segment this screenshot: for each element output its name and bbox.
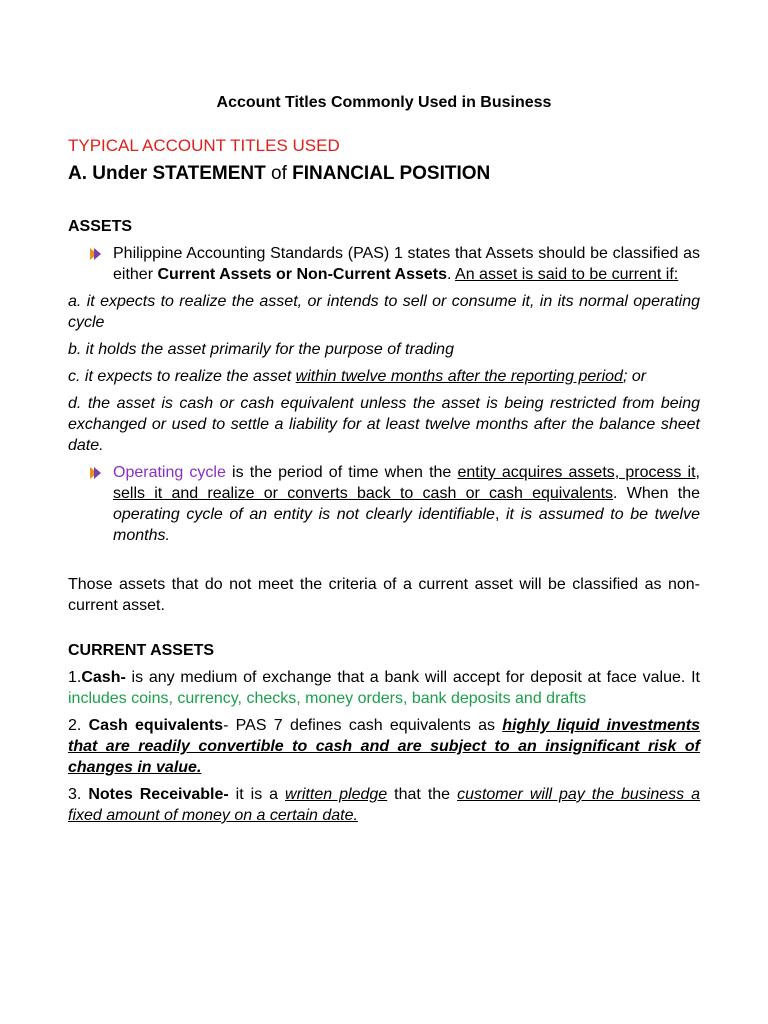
criteria-c-start: c. it expects to realize the asset <box>68 368 296 385</box>
criteria-c-underlined: within twelve months after the reporting period <box>295 368 623 385</box>
criteria-b: b. it holds the asset primarily for the purpose of trading <box>68 341 454 358</box>
operating-cycle-t1: is the period of time when the <box>225 464 458 481</box>
equivalents-number: 2. <box>68 717 89 734</box>
pas1-text-start: Philippine Accounting Standards (PAS) 1 states that Assets should be classified as either <box>113 245 700 283</box>
cash-number: 1. <box>68 669 82 686</box>
arrow-bullet-icon <box>88 243 113 264</box>
pas1-text <box>113 243 700 285</box>
operating-cycle-t3: , <box>494 506 506 523</box>
notes-written-pledge: written pledge <box>285 786 388 803</box>
notes-title: Notes Receivable- <box>88 786 229 803</box>
operating-cycle-bullet <box>88 462 700 546</box>
notes-number: 3. <box>68 786 89 803</box>
criteria-a: a. it expects to realize the asset, or intends to sell or consume it, in its normal operating cycle <box>68 293 700 331</box>
cash-definition <box>68 667 700 709</box>
arrow-bullet-icon <box>88 462 113 483</box>
notes-customer-will-pay: customer will pay the business a fixed amount of money on a certain date. <box>68 786 701 824</box>
pas1-text-bold: Current Assets or Non-Current Assets <box>157 266 448 283</box>
equivalents-definition-emphasis: highly liquid investments that are readily convertible to cash and are subject to an insignificant risk of changes in value. <box>68 717 700 776</box>
criteria-c-end: ; or <box>622 368 647 385</box>
document-title: Account Titles Commonly Used in Business <box>216 94 552 111</box>
notes-t2: that the <box>387 786 458 803</box>
assets-heading: ASSETS <box>68 218 133 235</box>
pas1-text-underlined: An asset is said to be current if: <box>455 266 679 283</box>
operating-cycle-italic-2: it is assumed to be twelve months. <box>113 506 700 544</box>
operating-cycle-t2: . When the <box>613 485 701 502</box>
noncurrent-note: Those assets that do not meet the criteria of a current asset will be classified as non-current asset. <box>68 576 700 614</box>
section-a-prefix: A. Under <box>68 163 153 184</box>
notes-receivable-definition <box>68 784 700 826</box>
section-a-heading <box>68 162 700 186</box>
typical-account-titles-heading: TYPICAL ACCOUNT TITLES USED <box>68 136 340 155</box>
section-a-of: of <box>265 163 293 184</box>
cash-text: is any medium of exchange that a bank will accept for deposit at face value. It <box>125 669 700 686</box>
assets-bullet-pas1 <box>88 243 700 285</box>
criteria-c <box>68 366 700 387</box>
operating-cycle-text <box>113 462 700 546</box>
cash-includes: includes coins, currency, checks, money orders, bank deposits and drafts <box>68 690 587 707</box>
equivalents-text: - PAS 7 defines cash equivalents as <box>223 717 503 734</box>
equivalents-title: Cash equivalents <box>88 717 224 734</box>
section-a-statement: STATEMENT <box>152 163 266 184</box>
operating-cycle-underlined: entity acquires assets, process it, sells it and realize or converts back to cash or cash equivalents <box>113 464 701 502</box>
operating-cycle-italic-1: operating cycle of an entity is not clearly identifiable <box>113 506 495 523</box>
pas1-text-after: . <box>447 266 456 283</box>
section-a-financial: FINANCIAL POSITION <box>292 163 491 184</box>
cash-equivalents-definition <box>68 715 700 778</box>
notes-t1: it is a <box>228 786 286 803</box>
document-content <box>68 90 700 832</box>
criteria-d: d. the asset is cash or cash equivalent unless the asset is being restricted from being exchanged or used to settle a liability for at least twelve months after the balance sheet date. <box>68 395 700 454</box>
current-assets-heading: CURRENT ASSETS <box>68 642 215 659</box>
cash-title: Cash- <box>81 669 126 686</box>
operating-cycle-term: Operating cycle <box>113 464 226 481</box>
